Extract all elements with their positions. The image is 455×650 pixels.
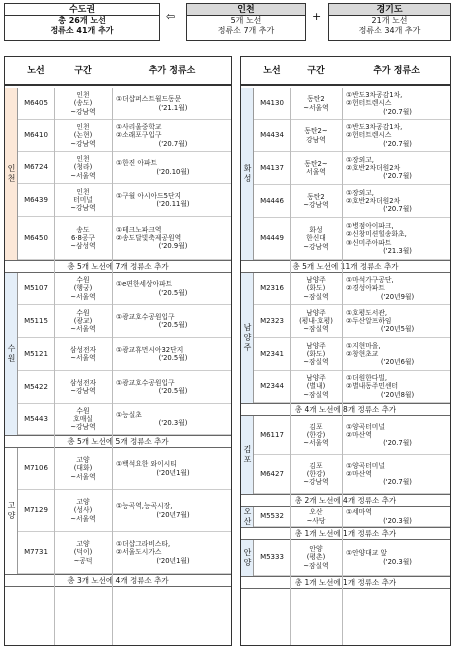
route-number: M4434 [260,131,284,140]
section-line: 터미널 [73,195,93,204]
stop-line: ②송도달빛축제공원역 [116,233,182,242]
stop-line: ①양곡터미널 [346,461,385,470]
added-stops [346,88,449,119]
stop-line: ('20.7월) [383,107,412,116]
route-number: M5121 [24,349,48,358]
region-label [241,273,254,403]
section-line: ~삼성역 [70,242,96,251]
table-row [18,184,231,217]
table-row [254,120,450,152]
stop-line: ②호반2차더원2차 [346,163,401,172]
stop-line: ②헌터트렌시스 [346,99,392,108]
section-line: 동탄2 [307,192,325,201]
route-column-header: 노선 [27,66,45,76]
column-divider [342,88,343,645]
table-row [254,152,450,185]
section-line: 강남역 [306,135,326,144]
added-stops [346,507,449,526]
stop-line: ('20.5월) [158,288,188,297]
stop-line: ('20.11월) [156,200,190,208]
section-line: 동탄2~ [304,159,328,168]
route-number: M2344 [260,382,284,391]
section-line: (성사) [73,506,93,515]
added-stops [346,185,449,217]
stop-line: ('20.7월) [383,172,412,181]
table-row [18,88,231,120]
section-line: (덕이) [73,548,93,557]
added-stops [116,338,230,370]
stop-line: ①능실초 [116,410,142,419]
region-label [241,416,254,494]
route-section [54,305,112,337]
route-section [54,184,112,216]
route-section [290,88,342,119]
stop-line: ('20.3월) [383,516,412,525]
stop-line: ('20.5월) [158,387,188,395]
section-line: ~서울역 [70,472,96,481]
section-line: 동탄2 [307,95,325,104]
stop-line: ('20년5월) [380,325,415,334]
added-stops [116,120,230,151]
table-header [5,57,231,86]
section-line: (한강) [306,469,326,478]
stop-line: ①능곡역,능곡시장, [116,502,173,511]
route-section [290,416,342,454]
stop-line: ①한진 아파트 [116,159,158,168]
table-row [254,507,450,527]
route-column-header: 노선 [263,66,281,76]
section-line: (별내) [306,382,326,391]
stop-line: ①사리울중학교 [116,123,162,132]
route-number: M5532 [260,512,284,521]
table-row [18,448,231,490]
region-summary: 총 1개 노선에 1개 정류소 추가 [241,527,450,540]
table-row [18,120,231,152]
stop-line: ①안양대교 앞 [346,549,388,558]
section-line: ~강남역 [70,107,96,116]
route-number: M2341 [260,349,284,358]
section-line: ~강남역 [303,478,329,487]
region-label [5,448,18,574]
route-number: M4137 [260,163,284,172]
table-row [18,305,231,338]
table-row [254,338,450,371]
route-number: M6117 [260,430,284,439]
section-line: (광교) [73,316,93,325]
gyeonggi-line2: 정류소 34개 추가 [358,26,421,35]
table-row [18,338,231,371]
table-row [18,404,231,435]
region-name: 화성 [243,164,252,184]
section-line: 6·8공구 [71,233,95,242]
stop-line: ①광교호수공원입구 [116,378,175,387]
stop-line: ('20년1월) [156,468,190,477]
table-row [18,273,231,305]
section-line: 인천 [76,187,90,196]
table-row [254,273,450,305]
stop-line: ('20.10월) [156,167,190,176]
route-section [290,305,342,337]
route-number: M4130 [260,99,284,108]
section-line: 서울역 [306,168,326,176]
section-line: ~서울역 [70,292,96,301]
stop-line: ①더샵퍼스트월드동문 [116,95,182,104]
region-label [5,88,18,260]
table-row [18,490,231,532]
route-number: M7129 [24,506,48,515]
right-table [240,56,451,646]
section-line: 화성 [309,226,323,235]
region-summary: 총 4개 노선에 8개 정류소 추가 [241,403,450,416]
table-row [18,371,231,404]
table-row [18,532,231,574]
section-line: ~잠실역 [303,292,329,301]
left-table [4,56,232,646]
section-line: ~서울역 [70,325,96,334]
route-number: M4449 [260,234,284,243]
section-line: 오산 [309,508,323,517]
added-stops [116,305,230,337]
route-section [290,507,342,526]
table-header [241,57,450,86]
added-stops [116,88,230,119]
added-stops [116,152,230,183]
section-line: ~강남역 [70,387,96,395]
route-number: M5115 [24,316,48,325]
stop-line: ①반도3차공감1차, [346,91,403,100]
route-section [290,455,342,493]
route-section [290,185,342,217]
section-line: ~잠실역 [303,325,329,334]
added-stops [116,184,230,216]
route-section [54,217,112,259]
left-arrow-icon: ⇦ [166,10,176,23]
section-line: ~사당 [306,516,326,525]
stop-line: ③신미주아파트 [346,238,392,247]
added-stops [346,152,449,184]
stop-line: ①백석요한 와이시티 [116,460,177,469]
section-line: 남양주 [306,374,326,383]
route-section [54,490,112,531]
incheon-box [186,3,306,41]
stop-line: ②경성아파트 [346,284,385,293]
added-stops [346,371,449,402]
column-divider [54,88,55,645]
stop-line: ('20년7월) [156,510,190,519]
route-number: M6450 [24,233,48,242]
table-row [254,88,450,120]
section-line: ~서울역 [70,514,96,523]
stop-line: ('20.5월) [158,321,188,329]
route-section [290,273,342,304]
region-name: 남양주 [243,323,252,353]
stop-line: ('20.3월) [383,557,412,566]
route-number: M4446 [260,196,284,205]
section-line: 호매실 [73,414,93,423]
route-section [290,152,342,184]
capital-line2: 정류소 41개 추가 [50,26,114,35]
stops-column-header: 추가 정류소 [373,66,420,76]
added-stops [116,532,230,573]
stop-line: ('20.5월) [158,354,188,362]
capital-title: 수도권 [5,4,159,16]
section-line: 고양 [76,456,90,465]
section-line: (대화) [73,464,93,473]
section-line: (화도) [306,349,326,358]
section-line: 송도 [76,225,90,234]
region-label [5,273,18,435]
stop-line: ('20.7월) [383,478,412,487]
section-line: ~잠실역 [303,390,329,399]
section-line: (화도) [306,284,326,293]
stop-line: ①더샵그라비스타, [116,540,171,549]
section-line: ~서울역 [303,103,329,112]
region-summary: 총 5개 노선에 7개 정류소 추가 [5,260,231,273]
capital-line1: 총 26개 노선 [58,16,106,25]
stop-line: ①지현마을, [346,341,381,350]
section-line: 수원 [76,276,90,285]
region-summary: 총 1개 노선에 1개 정류소 추가 [241,576,450,589]
added-stops [346,218,449,259]
section-line: 동탄2~ [304,127,328,136]
stop-line: ①테크노파크역 [116,225,162,234]
route-number: M2316 [260,284,284,293]
section-line: (청라) [73,163,93,172]
column-divider [112,88,113,645]
section-line: ~강남역 [70,204,96,213]
route-number: M5443 [24,414,48,423]
added-stops [346,455,449,493]
section-line: ~강남역 [303,201,329,209]
stop-line: ①광교호수공원입구 [116,312,175,321]
stop-line: ('20년8월) [380,390,415,399]
section-line: ~잠실역 [303,358,329,367]
section-line: 삼성전자 [69,345,97,354]
stop-line: ('20.7월) [383,139,412,148]
added-stops [346,338,449,370]
section-line: 인천 [76,155,90,164]
incheon-line1: 5개 노선 [230,16,262,25]
stop-line: ②호반2차더원2차 [346,196,401,205]
route-section [54,404,112,434]
route-section [290,120,342,151]
stop-line: ②소래포구입구 [116,131,162,140]
route-section [290,218,342,259]
route-number: M5422 [24,382,48,391]
route-section [54,338,112,370]
stop-line: ①마석가구공단, [346,276,394,285]
section-line: ~서울역 [303,439,329,448]
table-row [18,152,231,184]
section-line: (평촌) [306,553,326,562]
section-line: 안양 [309,545,323,554]
section-line: (논현) [73,131,93,140]
added-stops [116,448,230,489]
table-row [254,540,450,576]
added-stops [116,490,230,531]
added-stops [346,120,449,151]
section-line: 고양 [76,498,90,507]
route-section [54,273,112,304]
route-number: M6410 [24,131,48,140]
region-summary: 총 5개 노선에 5개 정류소 추가 [5,435,231,448]
stop-line: ①반도3차공감1차, [346,123,403,132]
route-section [290,540,342,575]
route-section [54,448,112,489]
section-line: ~강남역 [303,242,329,251]
section-column-header: 구간 [74,66,92,76]
section-line: 남양주 [306,276,326,285]
table-row [254,371,450,403]
added-stops [116,371,230,403]
route-number: M6724 [24,163,48,172]
section-line: 인천 [76,123,90,132]
region-label [241,507,254,527]
region-name: 수원 [7,344,16,364]
region-name: 김포 [243,445,252,465]
stop-line: ('20.7월) [158,139,188,148]
stop-line: ②마산역 [346,469,372,478]
stop-line: ②마산역 [346,430,372,439]
section-line: 삼성전자 [69,378,97,387]
table-row [254,305,450,338]
region-summary: 총 5개 노선에 11개 정류소 추가 [241,260,450,273]
incheon-line2: 정류소 7개 추가 [217,26,275,35]
capital-box [4,3,160,41]
route-section [290,338,342,370]
stop-line: ('20년6월) [380,358,415,367]
plus-icon: + [312,10,322,23]
added-stops [116,217,230,259]
section-line: 고양 [76,540,90,549]
stop-line: ②서울도시가스 [116,548,162,557]
stop-line: ①e편한세상아파트 [116,280,173,289]
table-row [254,416,450,455]
route-number: M7106 [24,464,48,473]
stop-line: ①광교휴먼시아32단지 [116,345,184,354]
stop-line: ('20.9월) [158,242,188,251]
stop-line: ②신창미션힐송화초, [346,230,407,239]
table-row [254,185,450,218]
section-line: (한강) [306,430,326,439]
region-label [241,88,254,260]
section-line: 남양주 [306,308,326,317]
route-section [54,88,112,119]
route-number: M6427 [260,469,284,478]
section-line: 인천 [76,91,90,100]
section-line: 남양주 [306,341,326,350]
stop-line: ①더원한다빌, [346,374,388,383]
route-section [54,152,112,183]
section-line: 수원 [76,308,90,317]
section-line: ~강남역 [70,423,96,432]
column-divider [290,88,291,645]
stop-line: ('20년9월) [380,292,415,301]
route-number: M5107 [24,284,48,293]
route-section [290,371,342,402]
route-section [54,532,112,573]
region-summary: 총 2개 노선에 4개 정류소 추가 [241,494,450,507]
table-row [18,217,231,260]
stop-line: ('20.3월) [158,419,188,427]
section-line: 수원 [76,406,90,415]
gyeonggi-box [328,3,451,41]
stop-line: ('20년1월) [156,556,190,565]
region-name: 안양 [243,548,252,568]
stop-line: ①양곡터미널 [346,422,385,431]
section-line: 김포 [309,422,323,431]
stop-line: ('21.3월) [383,246,412,255]
section-line: (송도) [73,99,93,108]
route-section [54,120,112,151]
added-stops [116,404,230,434]
region-name: 고양 [7,501,16,521]
route-section [54,371,112,403]
region-name: 오산 [243,507,252,527]
stop-line: ①세마역 [346,508,372,517]
stop-line: ('20.7월) [383,205,412,214]
section-line: 김포 [309,461,323,470]
section-line: ~공덕 [73,556,93,565]
stop-line: ①병점아이파크, [346,221,394,230]
route-number: M5333 [260,553,284,562]
section-line: 한신대 [306,234,326,243]
stops-column-header: 추가 정류소 [148,66,196,76]
route-number: M7731 [24,548,48,557]
section-line: ~서울역 [70,354,96,362]
gyeonggi-line1: 21개 노선 [371,16,408,25]
section-line: ~잠실역 [303,561,329,570]
incheon-title: 인천 [187,4,305,16]
stop-line: ②창현초교 [346,349,379,358]
stop-line: ①장외고, [346,188,374,197]
table-row [254,455,450,494]
region-label [241,540,254,576]
route-number: M6405 [24,99,48,108]
stop-line: ①호평도서관, [346,308,388,317]
section-line: (행궁) [73,284,93,293]
stop-line: ①장외고, [346,155,374,164]
stop-line: ②두산알프하임 [346,316,392,325]
route-number: M6439 [24,195,48,204]
region-summary: 총 3개 노선에 4개 정류소 추가 [5,574,231,587]
route-number: M2323 [260,316,284,325]
section-line: ~서울역 [70,171,96,180]
added-stops [346,305,449,337]
section-column-header: 구간 [307,66,325,76]
stop-line: ('20.7월) [383,439,412,448]
added-stops [116,273,230,304]
stop-line: ①구월 아시아드5단지 [116,191,182,200]
added-stops [346,273,449,304]
stop-line: ('21.1월) [158,103,188,112]
region-name: 인천 [7,164,16,184]
section-line: ~강남역 [70,139,96,148]
section-line: (평내·호평) [299,316,333,325]
table-row [254,218,450,260]
stop-line: ②헌터트렌시스 [346,131,392,140]
stop-line: ②별내동주민센터 [346,382,399,391]
gyeonggi-title: 경기도 [329,4,450,16]
added-stops [346,540,449,575]
added-stops [346,416,449,454]
